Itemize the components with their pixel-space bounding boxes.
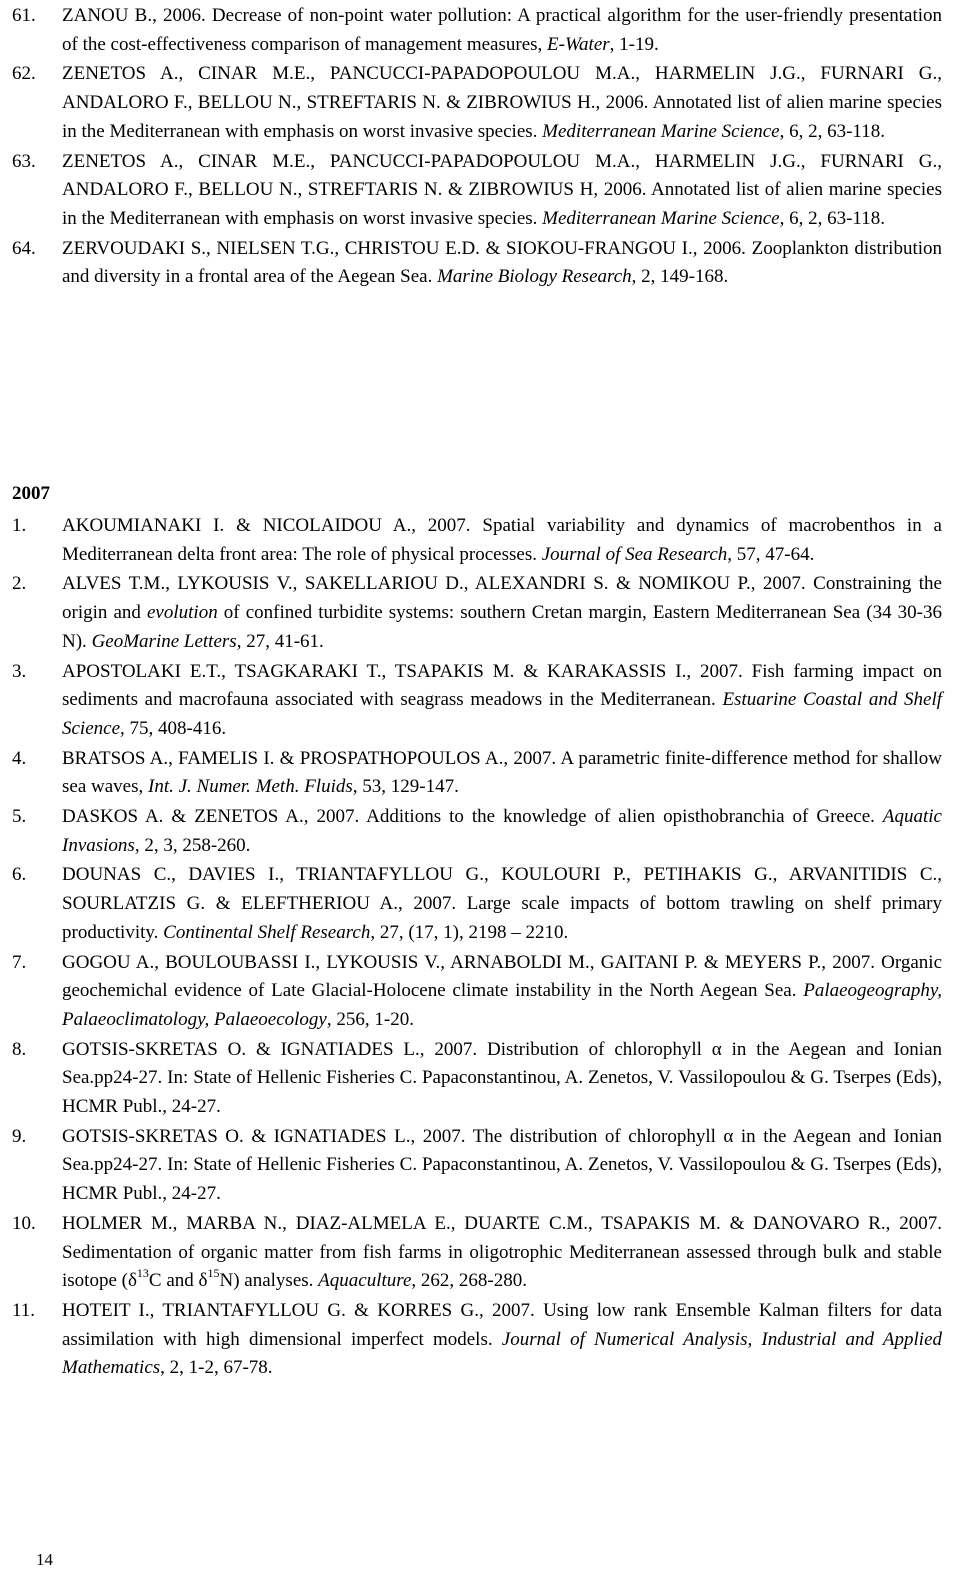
reference-journal: Palaeogeography, Palaeoclimatology, Palaeoecology [62,980,942,1030]
reference-text: , 256, 1-20. [326,1008,414,1030]
reference-number: 62. [12,63,36,85]
reference-entry [12,861,942,947]
isotope-superscript: 13 [136,1265,149,1280]
reference-entry [12,60,942,146]
reference-text: DOUNAS C., DAVIES I., TRIANTAFYLLOU G., KOULOURI P., PETIHAKIS G., ARVANITIDIS C., SOURLATZIS G. & ELEFTHERIOU A., 2007. Large scale impacts of bottom trawling on shelf primary productivity. [62,864,942,943]
reference-text: HOLMER M., MARBA N., DIAZ-ALMELA E., DUARTE C.M., TSAPAKIS M. & DANOVARO R., 2007. Sedimentation of organic matter from fish farms in oligotrophic Mediterranean assessed through bulk and stable isotope (δ [62,1212,942,1292]
reference-number: 64. [12,237,36,259]
reference-text: GOGOU A., BOULOUBASSI I., LYKOUSIS V., ARNABOLDI M., GAITANI P. & MEYERS P., 2007. Organic geochemichal evidence of Late Glacial-Holocene climate instability in the North Aegean Sea. [62,951,942,1002]
reference-journal: Journal of Sea Research [541,543,728,565]
reference-text: , 2, 1-2, 67-78. [160,1357,273,1379]
reference-journal: GeoMarine Letters [91,630,237,652]
reference-journal: Mediterranean Marine Science [542,207,780,229]
reference-number: 63. [12,150,36,172]
reference-number: 1. [12,515,27,536]
reference-text: BRATSOS A., FAMELIS I. & PROSPATHOPOULOS A., 2007. A parametric finite-difference method for shallow sea waves, [62,747,942,798]
reference-entry [12,148,942,234]
reference-text: AKOUMIANAKI I. & NICOLAIDOU A., 2007. Spatial variability and dynamics of macrobenthos in a Mediterranean delta front area: The role of physical processes. [62,515,942,565]
reference-entry [12,658,942,744]
reference-text: ZERVOUDAKI S., NIELSEN T.G., CHRISTOU E.D. & SIOKOU-FRANGOU I., 2006. Zooplankton distribution and diversity in a frontal area of the Aegean Sea. [62,237,942,288]
reference-entry [12,1297,942,1383]
reference-number: 3. [12,660,27,682]
reference-journal: evolution [147,602,218,624]
page-number: 14 [36,1550,53,1569]
reference-journal: Mediterranean Marine Science [542,120,780,142]
reference-text: GOTSIS-SKRETAS O. & IGNATIADES L., 2007. The distribution of chlorophyll α in the Aegean and Ionian Sea.pp24-27. In: State of Hellenic Fisheries C. Papaconstantinou, A. Zenetos, V. Vassilopoulou & G. Tserpes (Eds), HCMR Publ., 24-27. [62,1125,942,1205]
reference-text: , 27, (17, 1), 2198 – 2210. [370,921,569,943]
reference-number: 8. [12,1038,27,1060]
reference-journal: E-Water [547,33,610,55]
reference-journal: Int. J. Numer. Meth. Fluids [148,776,353,798]
reference-text: ZANOU B., 2006. Decrease of non-point water pollution: A practical algorithm for the user-friendly presentation of the cost-effectiveness comparison of management measures, [62,5,942,55]
reference-text: , 2, 149-168. [631,266,729,288]
section-heading-2007: 2007 [12,483,50,504]
reference-text: , 2, 3, 258-260. [134,834,251,856]
reference-number: 6. [12,864,27,886]
reference-text: C and δ [148,1270,208,1292]
reference-text: of confined turbidite systems: southern Cretan margin, Eastern Mediterranean Sea (34 30-36 N). [62,602,942,652]
reference-text: , 75, 408-416. [120,717,227,739]
reference-entry [12,1210,942,1296]
reference-text: HOTEIT I., TRIANTAFYLLOU G. & KORRES G., 2007. Using low rank Ensemble Kalman filters for data assimilation with high dimensional imperfect models. [62,1299,942,1350]
reference-entry [12,1036,942,1122]
reference-text: ALVES T.M., LYKOUSIS V., SAKELLARIOU D., ALEXANDRI S. & NOMIKOU P., 2007. Constraining the origin and [62,573,942,624]
reference-entry [12,1123,942,1209]
reference-journal: Continental Shelf Research [163,921,371,943]
reference-entry [12,512,942,569]
reference-list-2006 [12,2,942,293]
reference-text: , 6, 2, 63-118. [779,120,885,142]
reference-text: GOTSIS-SKRETAS O. & IGNATIADES L., 2007. Distribution of chlorophyll α in the Aegean and Ionian Sea.pp24-27. In: State of Hellenic Fisheries C. Papaconstantinou, A. Zenetos, V. Vassilopoulou & G. Tserpes (Eds), HCMR Publ., 24-27. [62,1038,942,1118]
reference-journal: Aquaculture [318,1270,412,1292]
reference-entry [12,803,942,860]
reference-text: , 6, 2, 63-118. [779,207,885,229]
reference-number: 2. [12,573,27,595]
reference-number: 9. [12,1125,27,1147]
reference-text: , 27, 41-61. [236,630,324,652]
reference-number: 61. [12,5,36,26]
reference-text: , 1-19. [609,33,659,55]
reference-entry [12,745,942,802]
reference-entry [12,235,942,292]
reference-text: APOSTOLAKI E.T., TSAGKARAKI T., TSAPAKIS M. & KARAKASSIS I., 2007. Fish farming impact on sediments and macrofauna associated with seagrass meadows in the Mediterranean. [62,660,942,711]
reference-number: 4. [12,747,27,769]
reference-number: 7. [12,951,27,973]
reference-entry [12,2,942,59]
reference-number: 5. [12,806,27,828]
reference-text: ZENETOS A., CINAR M.E., PANCUCCI-PAPADOPOULOU M.A., HARMELIN J.G., FURNARI G., ANDALORO F., BELLOU N., STREFTARIS N. & ZIBROWIUS H, 2006. Annotated list of alien marine species in the Mediterranean with emphasis on worst invasive species. [62,150,942,229]
reference-list-2007 [12,512,942,1384]
reference-text: , 53, 129-147. [352,776,459,798]
reference-entry [12,949,942,1035]
reference-number: 11. [12,1299,36,1321]
reference-text: ZENETOS A., CINAR M.E., PANCUCCI-PAPADOPOULOU M.A., HARMELIN J.G., FURNARI G., ANDALORO F., BELLOU N., STREFTARIS N. & ZIBROWIUS H., 2006. Annotated list of alien marine species in the Mediterranean with emphasis on worst invasive species. [62,63,942,142]
reference-journal: Estuarine Coastal and Shelf Science [62,689,943,739]
reference-entry [12,570,942,656]
reference-text: , 262, 268-280. [411,1270,527,1292]
reference-text: DASKOS A. & ZENETOS A., 2007. Additions to the knowledge of alien opisthobranchia of Greece. [62,806,883,828]
reference-text: N) analyses. [219,1270,319,1292]
reference-number: 10. [12,1212,36,1234]
isotope-superscript: 15 [207,1265,220,1280]
reference-journal: Marine Biology Research [437,266,632,288]
reference-journal: Aquatic Invasions [62,806,942,856]
reference-journal: Journal of Numerical Analysis, Industrial and Applied Mathematics [62,1328,942,1379]
reference-text: , 57, 47-64. [727,543,815,565]
